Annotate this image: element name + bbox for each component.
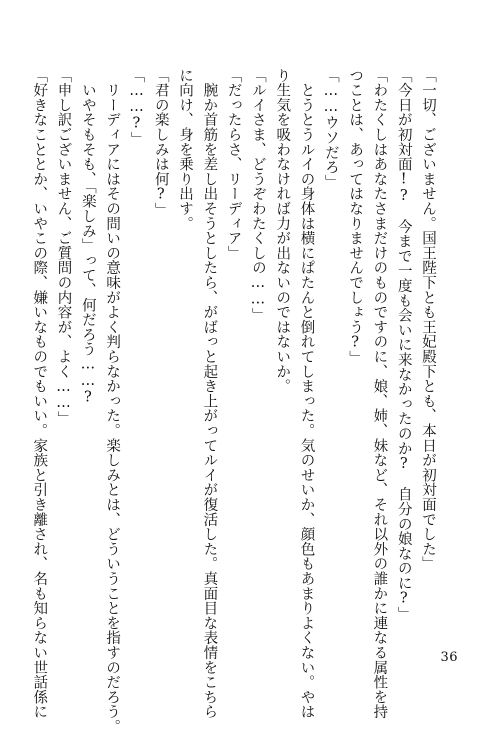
text-line: 腕か首筋を差し出そうとしたら、がばっと起き上がってルイが復活した。真面目な表情をこちら [201,68,218,720]
text-line: り生気を吸わなければ力が出ないのではないか。 [274,68,291,394]
text-line: 「今日が初対面!? 今まで一度も会いに来なかったのか? 自分の娘なのに?」 [395,68,412,622]
text-line: 「好きなこととか、いやこの際、嫌いなものでもいい。家族と引き離され、名も知らない世話係に [31,68,48,720]
vertical-text-block [31,68,440,734]
page-number: 36 [440,650,458,665]
text-line: 「君の楽しみは何?」 [152,68,169,218]
text-line: とうとうルイの身体は横にぱたんと倒れてしまった。気のせいか、顔色もあまりよくない。やは [298,68,315,720]
text-line: 「だったらさ、リーディア」 [225,68,242,261]
text-line: 「一切、ございません。国王陛下とも王妃殿下とも、本日が初対面でした」 [420,68,436,572]
text-line: 「申し訳ございません、ご質問の内容が、よく……」 [55,68,72,427]
text-line: 「……?」 [128,68,145,147]
text-line: いやそもそも、「楽しみ」って、何だろう……? [79,68,96,406]
text-line: 「わたくしはあなたさまだけのものですのに、娘、姉、妹など、それ以外の誰かに連なる属性を持 [371,68,388,720]
text-line: 「……ウソだろ」 [322,68,339,190]
text-line: に向け、身を乗り出す。 [177,68,194,231]
text-line: リーディアにはその問いの意味がよく判らなかった。楽しみとは、どういうことを指すのだろう。 [104,68,121,734]
text-line: つことは、あってはなりませんでしょう?」 [347,68,364,366]
text-line: 「ルイさま、どうぞわたくしの……」 [249,68,266,323]
